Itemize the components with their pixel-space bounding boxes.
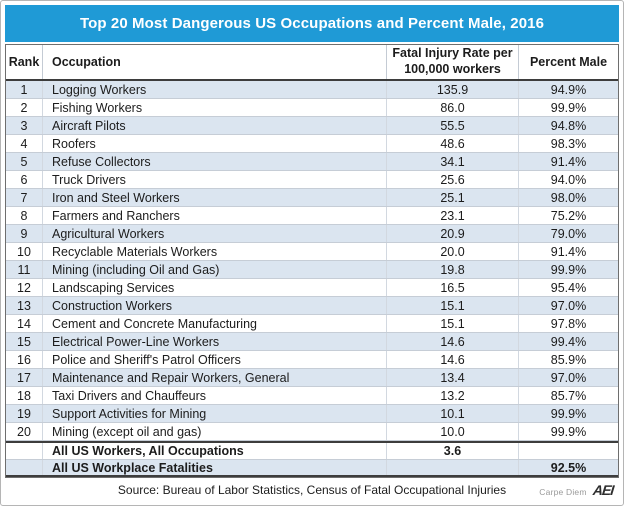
row-rank: 18	[6, 387, 43, 404]
table-header-row	[6, 45, 618, 81]
row-rank: 15	[6, 333, 43, 350]
header-fatal-injury-rate	[387, 45, 519, 79]
row-occupation: Fishing Workers	[43, 99, 387, 116]
row-percent: 99.9%	[550, 424, 587, 439]
row-rank: 7	[6, 189, 43, 206]
table-row	[6, 315, 618, 333]
row-occupation: Logging Workers	[43, 81, 387, 98]
row-percent: 97.0%	[550, 370, 587, 385]
row-rank	[6, 443, 43, 459]
row-occupation: Maintenance and Repair Workers, General	[43, 369, 387, 386]
row-occupation: All US Workers, All Occupations	[43, 443, 387, 459]
table-row	[6, 171, 618, 189]
row-occupation: All US Workplace Fatalities	[43, 460, 387, 475]
row-percent: 94.9%	[550, 82, 587, 97]
row-rate: 23.1	[387, 207, 519, 224]
row-rank: 3	[6, 117, 43, 134]
row-percent: 99.9%	[550, 262, 587, 277]
row-rate: 3.6	[387, 443, 519, 459]
table-row	[6, 333, 618, 351]
row-occupation: Mining (except oil and gas)	[43, 423, 387, 440]
table-row	[6, 297, 618, 315]
row-percent: 98.3%	[550, 136, 587, 151]
table-row	[6, 423, 618, 441]
row-rank: 13	[6, 297, 43, 314]
table-row	[6, 117, 618, 135]
row-rate: 19.8	[387, 261, 519, 278]
carpe-diem-label: Carpe Diem	[539, 487, 587, 497]
row-rate: 14.6	[387, 333, 519, 350]
row-rate: 10.1	[387, 405, 519, 422]
table-row	[6, 279, 618, 297]
row-rate: 10.0	[387, 423, 519, 440]
row-percent	[519, 443, 618, 459]
table-row	[6, 207, 618, 225]
row-rank: 20	[6, 423, 43, 440]
row-rank: 17	[6, 369, 43, 386]
row-rate: 15.1	[387, 315, 519, 332]
row-percent: 95.4%	[550, 280, 587, 295]
row-percent: 99.9%	[550, 406, 587, 421]
table-row	[6, 405, 618, 423]
header-rate-line1: Fatal Injury Rate per	[392, 46, 513, 61]
row-percent: 99.9%	[550, 100, 587, 115]
row-rate: 20.0	[387, 243, 519, 260]
table-row	[6, 81, 618, 99]
table-row	[6, 153, 618, 171]
header-rank: Rank	[6, 45, 43, 79]
row-rate: 48.6	[387, 135, 519, 152]
row-occupation: Agricultural Workers	[43, 225, 387, 242]
row-percent: 97.0%	[550, 298, 587, 313]
row-occupation: Truck Drivers	[43, 171, 387, 188]
table-row	[6, 351, 618, 369]
table-row	[6, 243, 618, 261]
row-percent: 94.0%	[550, 172, 587, 187]
row-occupation: Electrical Power-Line Workers	[43, 333, 387, 350]
table-body	[6, 81, 618, 441]
row-rate: 13.2	[387, 387, 519, 404]
row-occupation: Cement and Concrete Manufacturing	[43, 315, 387, 332]
row-rank: 11	[6, 261, 43, 278]
row-rank: 12	[6, 279, 43, 296]
row-rate: 16.5	[387, 279, 519, 296]
row-rank: 1	[6, 81, 43, 98]
table-summary	[6, 441, 618, 477]
row-rate: 20.9	[387, 225, 519, 242]
row-rank: 16	[6, 351, 43, 368]
row-rank: 8	[6, 207, 43, 224]
aei-logo: AEI	[591, 482, 614, 498]
brand-block	[533, 482, 613, 498]
row-rate	[387, 460, 519, 475]
table-row	[6, 261, 618, 279]
row-rate: 25.6	[387, 171, 519, 188]
row-occupation: Refuse Collectors	[43, 153, 387, 170]
row-percent: 92.5%	[550, 460, 587, 475]
row-percent: 94.8%	[550, 118, 587, 133]
row-percent: 98.0%	[550, 190, 587, 205]
source-text: Source: Bureau of Labor Statistics, Census of Fatal Occupational Injuries	[117, 483, 507, 497]
table-row	[6, 369, 618, 387]
row-percent: 97.8%	[550, 316, 587, 331]
table-row	[6, 387, 618, 405]
header-rate-line2: 100,000 workers	[404, 62, 501, 76]
row-rate: 15.1	[387, 297, 519, 314]
row-percent: 85.7%	[550, 388, 587, 403]
row-rank: 19	[6, 405, 43, 422]
row-occupation: Recyclable Materials Workers	[43, 243, 387, 260]
row-rate: 34.1	[387, 153, 519, 170]
row-percent: 79.0%	[550, 226, 587, 241]
row-percent: 91.4%	[550, 154, 587, 169]
header-percent-male: Percent Male	[529, 55, 608, 69]
row-occupation: Aircraft Pilots	[43, 117, 387, 134]
footer	[5, 478, 619, 502]
row-occupation: Support Activities for Mining	[43, 405, 387, 422]
row-rank: 14	[6, 315, 43, 332]
row-rate: 55.5	[387, 117, 519, 134]
row-percent: 91.4%	[550, 244, 587, 259]
row-occupation: Construction Workers	[43, 297, 387, 314]
row-rank: 4	[6, 135, 43, 152]
row-occupation: Roofers	[43, 135, 387, 152]
row-rank	[6, 460, 43, 475]
data-table	[5, 44, 619, 478]
table-row	[6, 99, 618, 117]
row-occupation: Mining (including Oil and Gas)	[43, 261, 387, 278]
header-occupation: Occupation	[43, 45, 387, 79]
summary-row	[6, 441, 618, 460]
row-rank: 6	[6, 171, 43, 188]
row-rate: 13.4	[387, 369, 519, 386]
summary-row	[6, 460, 618, 477]
row-percent: 85.9%	[550, 352, 587, 367]
row-occupation: Police and Sheriff's Patrol Officers	[43, 351, 387, 368]
row-rank: 10	[6, 243, 43, 260]
chart-title: Top 20 Most Dangerous US Occupations and Percent Male, 2016	[79, 15, 545, 32]
chart-title-bar	[5, 5, 619, 42]
row-percent: 99.4%	[550, 334, 587, 349]
table-row	[6, 225, 618, 243]
row-rate: 135.9	[387, 81, 519, 98]
row-rate: 86.0	[387, 99, 519, 116]
row-occupation: Iron and Steel Workers	[43, 189, 387, 206]
row-occupation: Landscaping Services	[43, 279, 387, 296]
row-occupation: Taxi Drivers and Chauffeurs	[43, 387, 387, 404]
row-rate: 25.1	[387, 189, 519, 206]
row-rate: 14.6	[387, 351, 519, 368]
row-rank: 2	[6, 99, 43, 116]
table-row	[6, 135, 618, 153]
table-row	[6, 189, 618, 207]
row-rank: 5	[6, 153, 43, 170]
row-occupation: Farmers and Ranchers	[43, 207, 387, 224]
row-rank: 9	[6, 225, 43, 242]
row-percent: 75.2%	[550, 208, 587, 223]
